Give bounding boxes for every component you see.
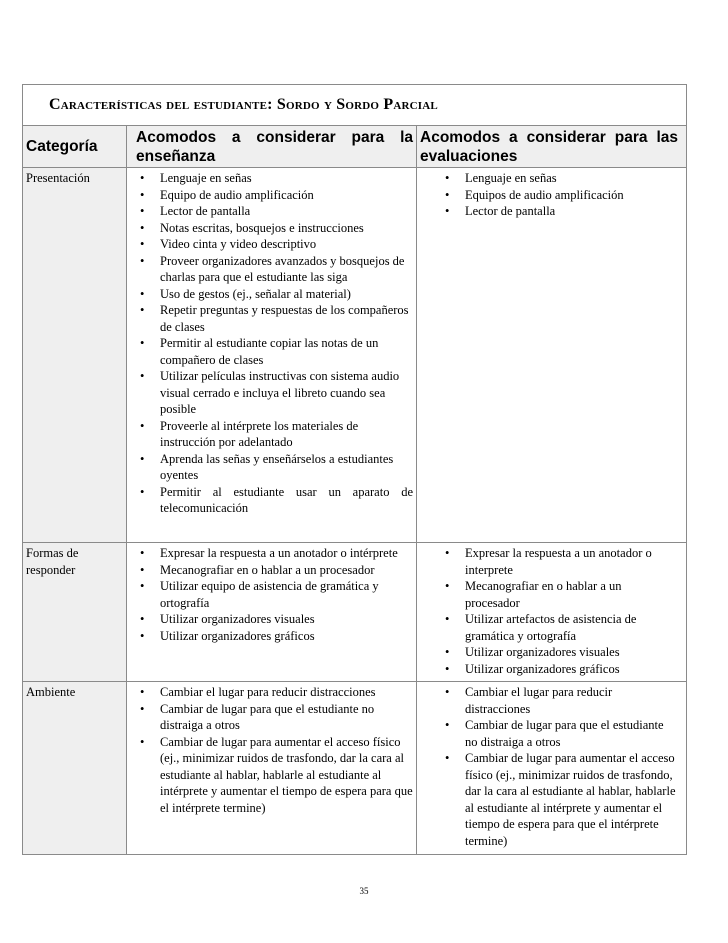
list-item-text: Lector de pantalla (160, 204, 251, 218)
list-item (136, 220, 413, 237)
evaluaciones-list (445, 545, 678, 677)
header-categoria: Categoría (23, 126, 127, 167)
accommodations-table (22, 84, 687, 855)
list-item-text: Cambiar de lugar para que el estudiante no distraiga a otros (465, 718, 664, 749)
bullet-icon: • (140, 253, 145, 268)
bullet-icon: • (140, 187, 145, 202)
list-item-text: Utilizar equipo de asistencia de gramática y ortografía (160, 579, 379, 610)
bullet-icon: • (445, 171, 450, 185)
bullet-icon: • (445, 685, 450, 699)
list-item-text: Uso de gestos (ej., señalar al material) (160, 286, 351, 301)
list-item (136, 170, 413, 187)
list-item (445, 187, 678, 204)
ensenanza-list (136, 684, 413, 816)
list-item (445, 611, 678, 644)
bullet-icon: • (445, 645, 450, 659)
evaluaciones-cell (417, 682, 687, 854)
list-item-text: Cambiar de lugar para aumentar el acceso físico (ej., minimizar ruidos de trasfondo, dar la cara al estudiante al hablar, hablarle al estudiante al intérprete y aumentar el tiempo de espera para que el intérprete termine) (160, 734, 413, 815)
list-item (136, 236, 413, 253)
list-item (445, 684, 678, 717)
page-number: 35 (359, 886, 369, 896)
category-cell: Ambiente (23, 682, 127, 854)
list-item (445, 545, 678, 578)
evaluaciones-list (445, 684, 678, 849)
list-item-text: Expresar la respuesta a un anotador o interprete (465, 546, 652, 577)
list-item-text: Cambiar el lugar para reducir distracciones (160, 685, 376, 699)
list-item (445, 203, 678, 220)
header-row (23, 126, 687, 168)
list-item (136, 545, 413, 562)
list-item-text: Utilizar organizadores visuales (465, 645, 620, 659)
list-item (445, 578, 678, 611)
bullet-icon: • (140, 628, 145, 643)
category-cell: Formas de responder (23, 543, 127, 681)
list-item-text: Cambiar de lugar para aumentar el acceso físico (ej., minimizar ruidos de trasfondo, dar la cara al estudiante al hablar, hablarle al estudiante al intérprete y aumentar el tiempo de espera para que el intérprete termine) (465, 751, 676, 848)
list-item (136, 611, 413, 628)
bullet-icon: • (140, 451, 145, 466)
bullet-icon: • (445, 187, 450, 202)
list-item (136, 628, 413, 645)
list-item (136, 418, 413, 451)
list-item (136, 203, 413, 220)
list-item (136, 335, 413, 368)
title-part-1: Características del estudiante (49, 96, 268, 113)
list-item (136, 562, 413, 579)
ensenanza-cell (127, 543, 417, 681)
list-item-text: Cambiar de lugar para que el estudiante no distraiga a otros (160, 701, 375, 732)
list-item-text: Expresar la respuesta a un anotador o intérprete (160, 546, 398, 560)
bullet-icon: • (140, 171, 145, 185)
list-item (445, 170, 678, 187)
list-item-text: Permitir al estudiante usar un aparato de telecomunicación (160, 484, 413, 515)
bullet-icon: • (140, 286, 145, 301)
category-cell: Presentación (23, 168, 127, 542)
list-item-text: Permitir al estudiante copiar las notas de un compañero de clases (160, 336, 379, 367)
list-item (136, 451, 413, 484)
list-item-text: Utilizar organizadores gráficos (465, 661, 620, 676)
list-item-text: Utilizar organizadores gráficos (160, 628, 315, 643)
list-item (136, 701, 413, 734)
bullet-icon: • (140, 418, 145, 433)
evaluaciones-cell (417, 168, 687, 542)
row-ambiente (23, 682, 687, 855)
bullet-icon: • (140, 303, 145, 317)
list-item (136, 578, 413, 611)
bullet-icon: • (140, 369, 145, 383)
header-ensenanza: Acomodos a considerar para la enseñanza (127, 126, 417, 167)
list-item (136, 187, 413, 204)
title-colon: : (267, 96, 277, 113)
list-item-text: Mecanografiar en o hablar a un procesador (465, 579, 622, 610)
list-item (445, 661, 678, 678)
row-formas-de-responder (23, 543, 687, 682)
bullet-icon: • (140, 562, 145, 577)
bullet-icon: • (445, 612, 450, 626)
list-item-text: Cambiar el lugar para reducir distracciones (465, 685, 613, 716)
list-item-text: Utilizar películas instructivas con sistema audio visual cerrado e incluya el libreto cuando sea posible (160, 369, 400, 416)
list-item (136, 302, 413, 335)
bullet-icon: • (445, 718, 450, 732)
list-item (136, 253, 413, 286)
list-item (445, 644, 678, 661)
list-item (136, 368, 413, 418)
list-item-text: Proveer organizadores avanzados y bosquejos de charlas para que el estudiante las siga (160, 253, 405, 284)
bullet-icon: • (140, 734, 145, 749)
ensenanza-cell (127, 682, 417, 854)
list-item-text: Mecanografiar en o hablar a un procesador (160, 562, 375, 577)
evaluaciones-cell (417, 543, 687, 681)
bullet-icon: • (140, 204, 145, 218)
list-item-text: Utilizar organizadores visuales (160, 612, 315, 626)
bullet-icon: • (140, 579, 145, 593)
bullet-icon: • (140, 701, 145, 716)
list-item-text: Repetir preguntas y respuestas de los compañeros de clases (160, 303, 409, 334)
list-item-text: Video cinta y video descriptivo (160, 237, 317, 251)
ensenanza-cell (127, 168, 417, 542)
list-item (136, 734, 413, 817)
bullet-icon: • (445, 661, 450, 676)
bullet-icon: • (140, 484, 145, 499)
list-item (445, 750, 678, 849)
header-evaluaciones: Acomodos a considerar para las evaluaciones (417, 126, 687, 167)
evaluaciones-list (445, 170, 678, 220)
list-item-text: Utilizar artefactos de asistencia de gramática y ortografía (465, 612, 637, 643)
bullet-icon: • (140, 546, 145, 560)
bullet-icon: • (140, 685, 145, 699)
bullet-icon: • (140, 612, 145, 626)
bullet-icon: • (140, 237, 145, 251)
table-title (23, 85, 687, 126)
list-item-text: Lenguaje en señas (160, 171, 252, 185)
list-item-text: Proveerle al intérprete los materiales de instrucción por adelantado (160, 418, 359, 449)
row-presentacion (23, 168, 687, 543)
bullet-icon: • (445, 204, 450, 218)
ensenanza-list (136, 545, 413, 644)
bullet-icon: • (445, 751, 450, 765)
list-item-text: Notas escritas, bosquejos e instrucciones (160, 220, 364, 235)
bullet-icon: • (445, 546, 450, 560)
list-item (136, 484, 413, 517)
bullet-icon: • (445, 579, 450, 593)
bullet-icon: • (140, 336, 145, 350)
ensenanza-list (136, 170, 413, 517)
title-part-2: Sordo y Sordo Parcial (276, 96, 438, 113)
list-item (445, 717, 678, 750)
list-item-text: Aprenda las señas y enseñárselos a estudiantes oyentes (160, 451, 394, 482)
bullet-icon: • (140, 220, 145, 235)
list-item-text: Lenguaje en señas (465, 171, 557, 185)
list-item (136, 684, 413, 701)
list-item-text: Equipos de audio amplificación (465, 187, 624, 202)
list-item-text: Equipo de audio amplificación (160, 187, 314, 202)
list-item-text: Lector de pantalla (465, 204, 556, 218)
list-item (136, 286, 413, 303)
